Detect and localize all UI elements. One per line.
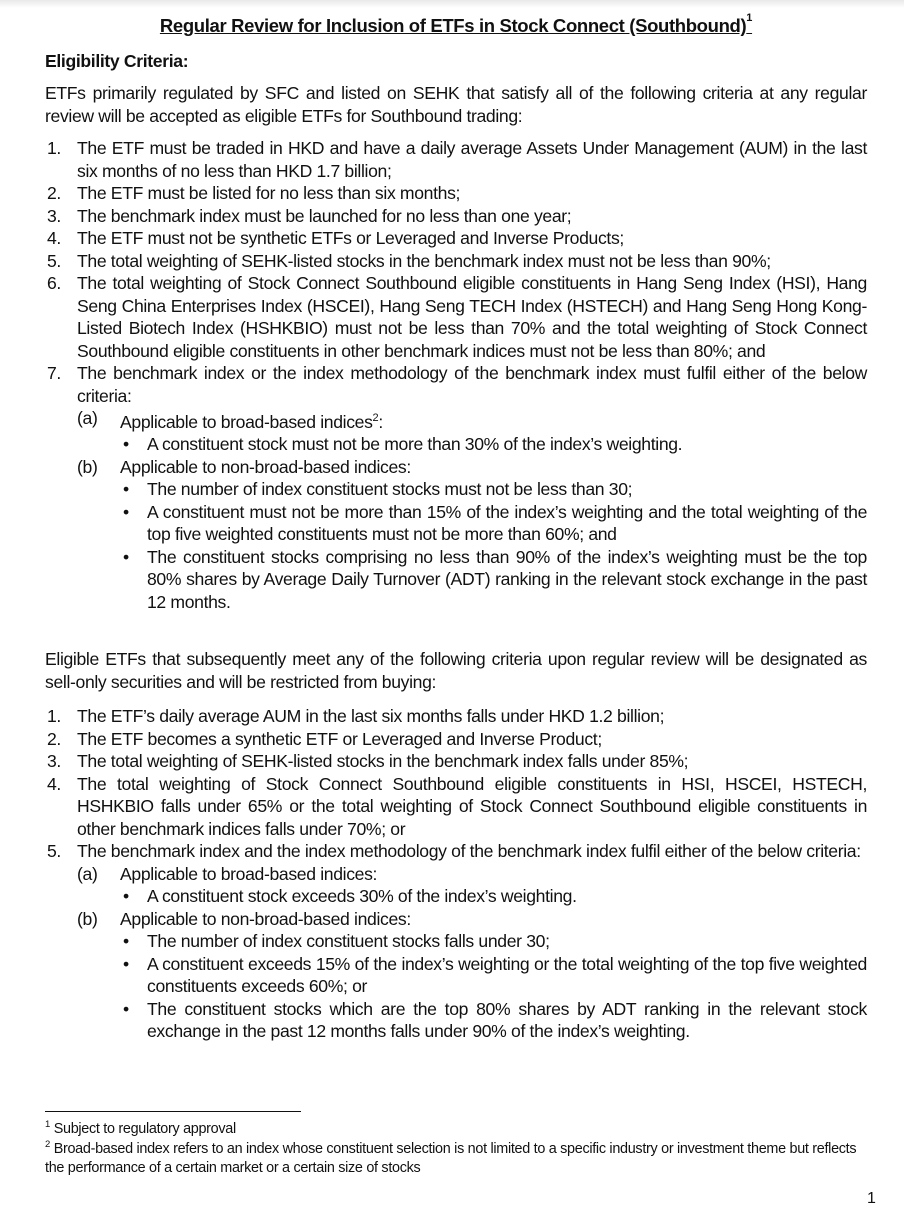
item-text: The total weighting of SEHK-listed stocks in the benchmark index falls under 85%;	[77, 751, 689, 771]
footnote-ref-1: 1	[746, 12, 753, 24]
item-number: 4.	[47, 228, 61, 248]
item-text: The ETF must not be synthetic ETFs or Leveraged and Inverse Products;	[77, 228, 624, 248]
bullet-item	[120, 546, 867, 614]
criterion-item	[45, 272, 867, 362]
footnote-2	[45, 1140, 867, 1178]
bullet-item	[120, 953, 867, 998]
item-text: The benchmark index or the index methodology of the benchmark index must fulfil either of the below criteria:	[77, 363, 867, 406]
sub-label: (a)	[77, 863, 98, 884]
bullet-list	[120, 930, 867, 1043]
item-number: 2.	[47, 728, 61, 749]
bullet-text: A constituent stock must not be more than 30% of the index’s weighting.	[147, 434, 683, 455]
bullet-text: The number of index constituent stocks falls under 30;	[147, 931, 550, 951]
criterion-item	[45, 362, 867, 613]
section-heading: Eligibility Criteria:	[45, 51, 189, 71]
item-text: The ETF’s daily average AUM in the last six months falls under HKD 1.2 billion;	[77, 706, 665, 726]
criterion-item	[45, 750, 867, 773]
sub-text: Applicable to broad-based indices:	[120, 863, 378, 884]
item-number: 3.	[47, 205, 61, 226]
criterion-item	[45, 182, 867, 205]
item-number: 2.	[47, 183, 61, 203]
footnote-1	[45, 1120, 867, 1139]
item-text: The benchmark index must be launched for no less than one year;	[77, 205, 572, 226]
footnote-text: Subject to regulatory approval	[53, 1121, 236, 1137]
item-number: 4.	[47, 773, 61, 794]
item-number: 1.	[47, 138, 61, 158]
bullet-text: A constituent exceeds 15% of the index’s weighting or the total weighting of the top five weighted constituents exceeds 60%; or	[147, 953, 867, 996]
criterion-item	[45, 205, 867, 228]
bullet-text: The constituent stocks comprising no less than 90% of the index’s weighting must be the top 80% shares by Average Daily Turnover (ADT) ranking in the relevant stock exchange in the past 12 months.	[147, 546, 867, 612]
bullet-item	[120, 478, 867, 501]
sell-only-paragraph: Eligible ETFs that subsequently meet any of the following criteria upon regular review will be designated as sell-only securities and will be restricted from buying:	[45, 649, 867, 692]
criterion-item	[45, 773, 867, 841]
bullet-icon: •	[123, 479, 129, 500]
bullet-list	[120, 885, 867, 908]
item-number: 6.	[47, 273, 61, 293]
bullet-item	[120, 998, 867, 1043]
bullet-icon: •	[123, 886, 129, 906]
item-text: The ETF must be listed for no less than six months;	[77, 183, 461, 203]
criterion-item	[45, 728, 867, 751]
sub-label: (a)	[77, 408, 98, 428]
bullet-item	[120, 930, 867, 953]
item-number: 5.	[47, 250, 61, 271]
sub-text: Applicable to non-broad-based indices:	[120, 908, 411, 929]
item-number: 1.	[47, 706, 61, 726]
footnote-divider	[45, 1111, 301, 1112]
item-text: The total weighting of Stock Connect Southbound eligible constituents in Hang Seng Index (HSI), Hang Seng China Enterprises Index (HSCEI), Hang Seng TECH Index (HSTECH) and Hang Seng Hong Kong-Listed Biotech Index (HSHKBIO) must not be less than 70% and the total weighting of Stock Connect Southbound eligible constituents in other benchmark indices must not be less than 80%; and	[77, 273, 867, 361]
subcriterion-a	[77, 407, 867, 456]
item-text: The ETF must be traded in HKD and have a daily average Assets Under Management (AUM) in the last six months of no less than HKD 1.7 billion;	[77, 138, 867, 181]
bullet-list	[120, 478, 867, 613]
item-number: 3.	[47, 751, 61, 771]
bullet-icon: •	[123, 546, 129, 567]
bullet-icon: •	[123, 501, 129, 522]
sub-suffix: :	[378, 411, 383, 432]
sub-text: Applicable to broad-based indices	[120, 411, 373, 432]
bullet-icon: •	[123, 931, 129, 951]
footnote-ref-2: 2	[372, 412, 379, 424]
sell-only-criteria-list	[45, 705, 867, 1043]
footnote-text: Broad-based index refers to an index whose constituent selection is not limited to a specific industry or investment theme but reflects the performance of a certain market or a certain size of stocks	[45, 1141, 857, 1176]
item-text: The ETF becomes a synthetic ETF or Leveraged and Inverse Product;	[77, 728, 602, 749]
subcriterion-a	[77, 863, 867, 908]
criterion-item	[45, 840, 867, 1043]
criterion-item	[45, 250, 867, 273]
item-text: The total weighting of Stock Connect Southbound eligible constituents in HSI, HSCEI, HSTECH, HSHKBIO falls under 65% or the total weighting of Stock Connect Southbound eligible constituents in other benchmark indices falls under 70%; or	[77, 773, 867, 839]
subcriterion-b	[77, 908, 867, 1043]
sub-label: (b)	[77, 908, 98, 929]
item-number: 7.	[47, 363, 61, 383]
bullet-text: The constituent stocks which are the top 80% shares by ADT ranking in the relevant stock exchange in the past 12 months falls under 90% of the index’s weighting.	[147, 998, 867, 1041]
bullet-item	[120, 501, 867, 546]
bullet-list	[120, 433, 867, 456]
title-text: Regular Review for Inclusion of ETFs in Stock Connect (Southbound)	[159, 15, 747, 36]
bullet-icon: •	[123, 953, 129, 974]
footnote-number: 1	[45, 1119, 50, 1130]
item-number: 5.	[47, 841, 61, 861]
bullet-text: A constituent must not be more than 15% of the index’s weighting and the total weighting of the top five weighted constituents must not be more than 60%; and	[147, 501, 867, 545]
bullet-text: A constituent stock exceeds 30% of the index’s weighting.	[147, 886, 577, 906]
subcriterion-b	[77, 456, 867, 614]
criterion-item	[45, 227, 867, 250]
bullet-icon: •	[123, 998, 129, 1019]
viewer-top-shadow	[0, 0, 904, 8]
intro-paragraph: ETFs primarily regulated by SFC and listed on SEHK that satisfy all of the following criteria at any regular review will be accepted as eligible ETFs for Southbound trading:	[45, 83, 867, 126]
criterion-item	[45, 705, 867, 728]
eligibility-criteria-list	[45, 137, 867, 613]
bullet-text: The number of index constituent stocks must not be less than 30;	[147, 479, 633, 500]
sub-text: Applicable to non-broad-based indices:	[120, 456, 411, 477]
bullet-icon: •	[123, 434, 129, 455]
page-title	[45, 14, 867, 38]
sub-label: (b)	[77, 456, 98, 477]
item-text: The benchmark index and the index methodology of the benchmark index fulfil either of the below criteria:	[77, 841, 861, 861]
page-number: 1	[867, 1190, 876, 1207]
criterion-item	[45, 137, 867, 182]
bullet-item	[120, 433, 867, 456]
item-text: The total weighting of SEHK-listed stocks in the benchmark index must not be less than 90%;	[77, 250, 771, 271]
bullet-item	[120, 885, 867, 908]
footnote-number: 2	[45, 1139, 50, 1150]
